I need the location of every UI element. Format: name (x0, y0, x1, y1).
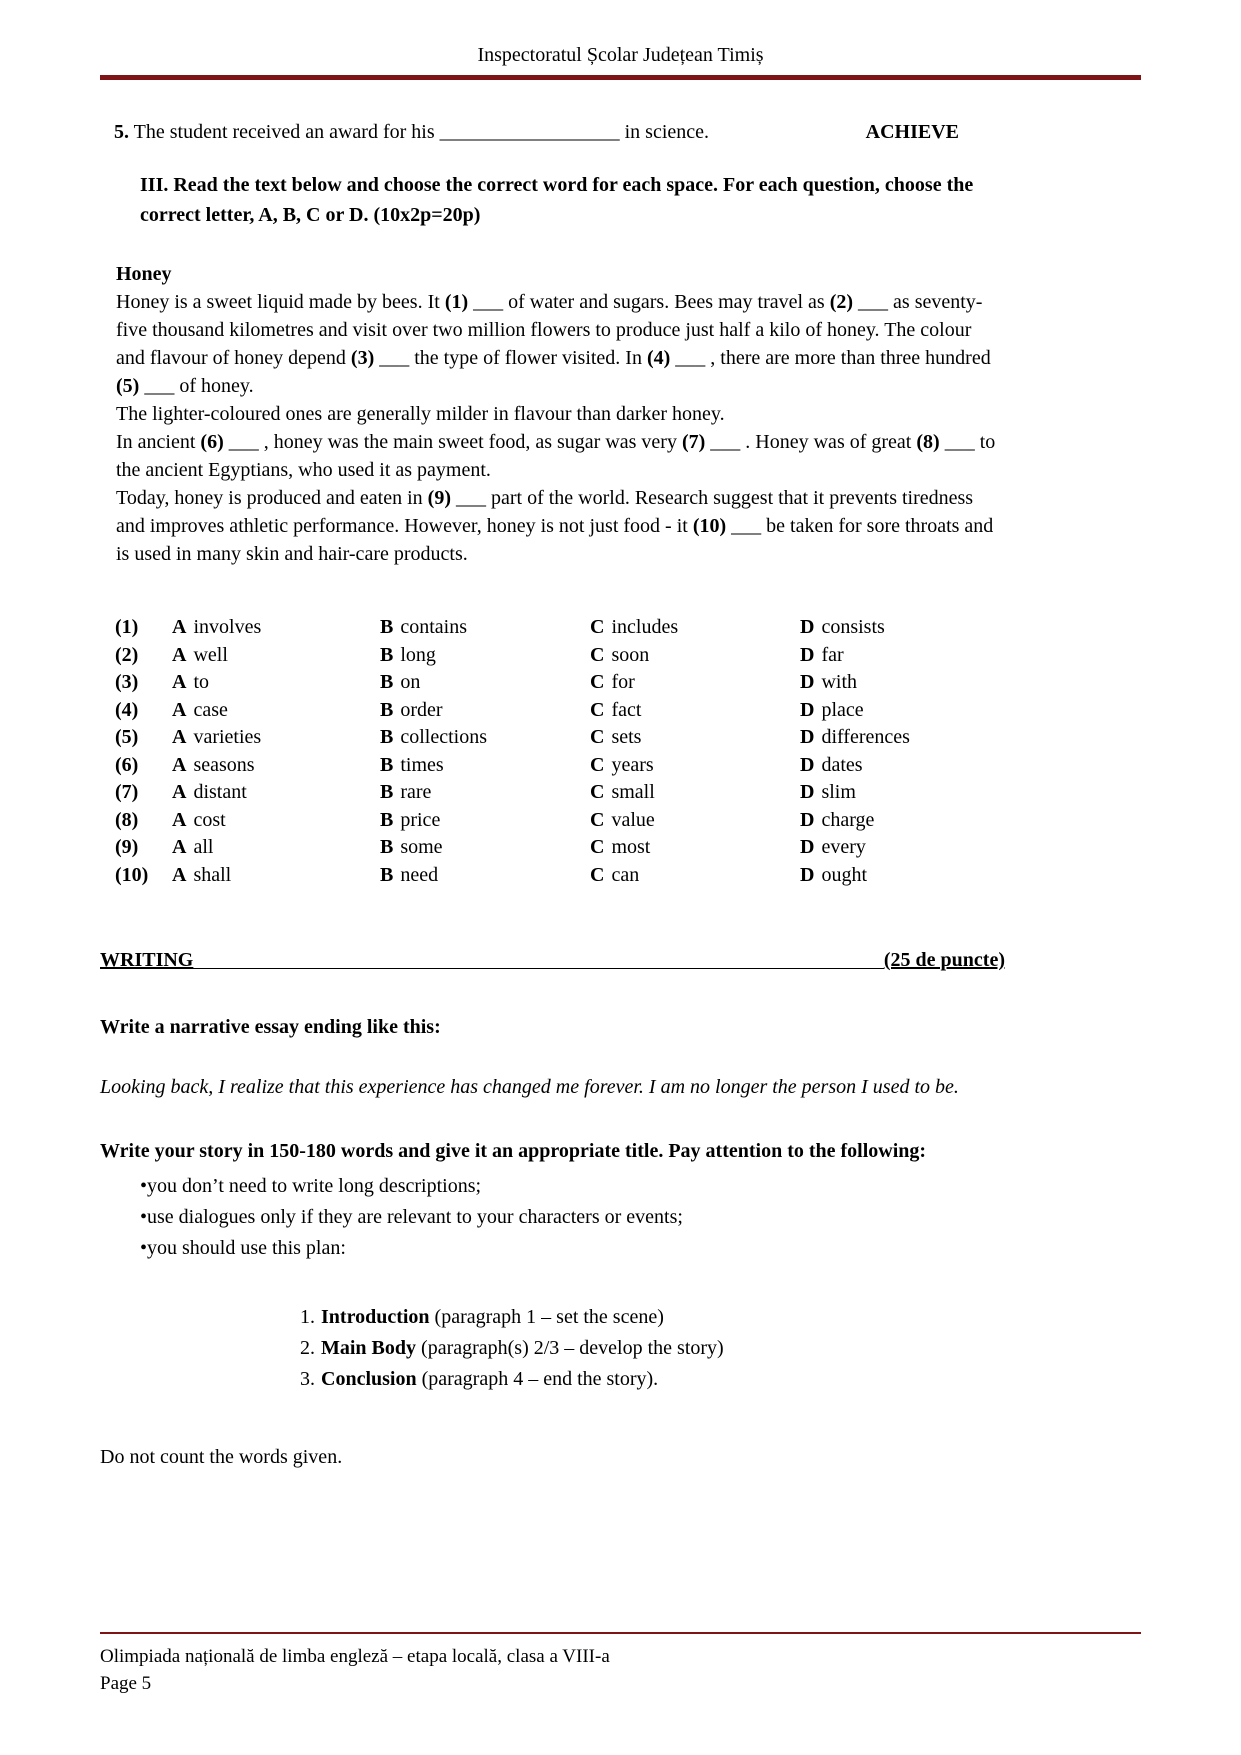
option-word-a: shall (193, 863, 232, 886)
text-segment: (2) (829, 291, 854, 313)
option-word-d: consists (821, 616, 885, 638)
option-number: (10) (115, 863, 149, 886)
text-segment: (9) (427, 487, 451, 509)
options-table (100, 614, 1005, 889)
question-5 (100, 118, 1005, 146)
option-c (590, 862, 800, 890)
option-word-c: sets (611, 726, 642, 748)
option-row (100, 834, 1005, 862)
option-row (100, 779, 1005, 807)
option-b (380, 779, 590, 807)
option-d (800, 752, 1005, 780)
option-number: (4) (115, 698, 139, 721)
honey-text (100, 288, 1005, 568)
text-segment: (8) (916, 431, 940, 453)
option-letter-c: C (590, 781, 605, 803)
option-word-b: rare (400, 781, 432, 803)
option-word-c: includes (611, 616, 679, 638)
plan-description: (paragraph 1 – set the scene) (429, 1306, 664, 1328)
option-c (590, 614, 800, 642)
option-c (590, 642, 800, 670)
option-word-a: all (193, 836, 214, 858)
option-number: (1) (115, 616, 139, 638)
option-number: (3) (115, 671, 139, 693)
page-header (0, 0, 1241, 67)
option-letter-c: C (590, 671, 605, 693)
option-word-b: long (400, 643, 436, 666)
plan-title: Introduction (321, 1306, 430, 1328)
option-row (100, 669, 1005, 697)
text-segment: The lighter-coloured ones are generally milder in flavour than darker honey. (116, 403, 725, 425)
option-letter-c: C (590, 616, 605, 638)
option-word-d: ought (821, 863, 868, 886)
option-letter-a: A (172, 836, 187, 858)
text-segment: ___ as seventy-five thousand kilometres and visit over two million flowers to produce just half a kilo of honey. The colour and flavour of honey depend (116, 291, 983, 369)
option-letter-d: D (800, 836, 815, 858)
option-letter-d: D (800, 698, 815, 721)
option-word-a: well (193, 643, 228, 666)
option-row (100, 724, 1005, 752)
option-letter-d: D (800, 781, 815, 803)
option-letter-c: C (590, 753, 605, 776)
footer-title: Olimpiada națională de limba engleză – etapa locală, clasa a VIII-a (100, 1646, 610, 1667)
option-word-d: far (821, 643, 844, 666)
option-d (800, 807, 1005, 835)
option-a (172, 834, 380, 862)
option-d (800, 614, 1005, 642)
option-word-c: soon (611, 643, 650, 666)
writing-rule (193, 967, 884, 969)
option-d (800, 862, 1005, 890)
option-c (590, 807, 800, 835)
option-letter-b: B (380, 616, 394, 638)
honey-paragraph-1 (116, 288, 1005, 400)
plan-description: (paragraph(s) 2/3 – develop the story) (416, 1337, 724, 1359)
option-word-b: some (400, 836, 443, 858)
text-segment: in science. (619, 121, 710, 143)
plan-title: Conclusion (321, 1368, 417, 1390)
option-letter-b: B (380, 836, 394, 858)
option-word-a: distant (193, 781, 247, 803)
story-instructions: Write your story in 150-180 words and give it an appropriate title. Pay attention to the following: (100, 1140, 927, 1162)
option-letter-d: D (800, 726, 815, 748)
option-word-d: place (821, 698, 864, 721)
bullet-item (140, 1171, 1005, 1202)
option-letter-a: A (172, 781, 187, 803)
option-word-d: slim (821, 781, 856, 803)
option-word-c: small (611, 781, 655, 803)
option-b (380, 834, 590, 862)
option-letter-a: A (172, 643, 187, 666)
plan-number: 3. (300, 1368, 315, 1390)
option-word-a: cost (193, 808, 226, 831)
option-word-b: need (400, 863, 439, 886)
plan-description: (paragraph 4 – end the story). (416, 1368, 659, 1390)
option-letter-a: A (172, 863, 187, 886)
option-letter-a: A (172, 671, 187, 693)
option-letter-d: D (800, 753, 815, 776)
option-d (800, 697, 1005, 725)
option-letter-c: C (590, 643, 605, 666)
option-row (100, 697, 1005, 725)
bullet-text: you should use this plan: (147, 1237, 346, 1259)
plan-item (300, 1302, 1005, 1333)
option-word-d: charge (821, 808, 875, 831)
text-segment: ___ be taken for sore throats and is used in many skin and hair-care products. (116, 515, 994, 565)
text-segment: (4) (646, 347, 671, 369)
honey-paragraph-4 (116, 484, 1005, 568)
option-word-c: can (611, 863, 640, 886)
page-footer (100, 1632, 1141, 1697)
plan-title: Main Body (321, 1337, 417, 1359)
text-segment: ___ , honey was the main sweet food, as sugar was very (223, 431, 682, 453)
essay-quote: Looking back, I realize that this experience has changed me forever. I am no longer the person I used to be. (100, 1076, 959, 1098)
option-letter-b: B (380, 698, 394, 721)
option-letter-a: A (172, 616, 187, 638)
option-row (100, 642, 1005, 670)
option-letter-b: B (380, 726, 394, 748)
option-letter-b: B (380, 643, 394, 666)
text-segment: ___ part of the world. Research suggest that it prevents tiredness and improves athletic performance. However, honey is not just food - it (116, 487, 974, 537)
honey-paragraph-2 (116, 400, 1005, 428)
option-letter-a: A (172, 726, 187, 748)
option-d (800, 724, 1005, 752)
option-word-b: on (400, 671, 421, 693)
text-segment: In ancient (116, 431, 201, 453)
text-segment: ___ of honey. (139, 375, 254, 397)
question-5-text (114, 118, 709, 146)
bullet-item (140, 1202, 1005, 1233)
option-d (800, 642, 1005, 670)
essay-prompt: Write a narrative essay ending like this: (100, 1016, 441, 1038)
option-c (590, 834, 800, 862)
option-b (380, 669, 590, 697)
option-a (172, 642, 380, 670)
option-letter-b: B (380, 753, 394, 776)
option-b (380, 807, 590, 835)
text-segment: ___ of water and sugars. Bees may travel as (468, 291, 830, 313)
option-letter-b: B (380, 808, 394, 831)
option-a (172, 669, 380, 697)
text-segment: (5) (116, 375, 140, 397)
option-letter-d: D (800, 808, 815, 831)
option-letter-a: A (172, 808, 187, 831)
plan-number: 2. (300, 1337, 315, 1359)
option-letter-d: D (800, 671, 815, 693)
text-segment: (6) (200, 431, 224, 453)
text-segment: (10) (692, 515, 727, 537)
option-letter-c: C (590, 863, 605, 886)
text-segment: Today, honey is produced and eaten in (116, 487, 428, 509)
option-word-a: seasons (193, 753, 255, 776)
option-a (172, 807, 380, 835)
option-word-a: case (193, 698, 228, 721)
option-b (380, 752, 590, 780)
option-word-c: fact (611, 698, 642, 721)
option-letter-a: A (172, 698, 187, 721)
option-number: (5) (115, 726, 139, 748)
option-a (172, 724, 380, 752)
option-word-d: every (821, 836, 866, 858)
option-number: (9) (115, 836, 139, 858)
option-word-b: contains (400, 616, 467, 638)
option-a (172, 779, 380, 807)
option-word-c: most (611, 836, 651, 858)
bullet-list (140, 1171, 1005, 1264)
footer-page-number: Page 5 (100, 1673, 152, 1694)
option-letter-c: C (590, 836, 605, 858)
option-letter-b: B (380, 781, 394, 803)
text-segment: ___ . Honey was of great (705, 431, 917, 453)
word-count-note: Do not count the words given. (100, 1446, 343, 1468)
option-letter-b: B (380, 863, 394, 886)
honey-heading: Honey (116, 263, 172, 285)
option-a (172, 697, 380, 725)
option-letter-a: A (172, 753, 187, 776)
option-number: (6) (115, 753, 139, 776)
section-3-instructions: III. Read the text below and choose the correct word for each space. For each question, choose the correct letter, A, B, C or D. (10x2p=20p) (140, 174, 974, 226)
text-segment: Honey is a sweet liquid made by bees. It (116, 291, 445, 313)
text-segment: (1) (444, 291, 469, 313)
option-word-a: involves (193, 616, 262, 638)
option-b (380, 862, 590, 890)
option-row (100, 862, 1005, 890)
writing-heading: WRITING (100, 949, 194, 971)
option-word-a: varieties (193, 726, 262, 748)
option-word-d: with (821, 671, 858, 693)
option-c (590, 724, 800, 752)
option-number: (2) (115, 643, 139, 666)
bullet-item (140, 1233, 1005, 1264)
option-letter-c: C (590, 808, 605, 831)
bullet-text: you don’t need to write long descriptions; (147, 1175, 482, 1197)
option-word-c: for (611, 671, 635, 693)
plan-item (300, 1333, 1005, 1364)
plan-number: 1. (300, 1306, 315, 1328)
option-word-d: dates (821, 753, 863, 776)
option-letter-d: D (800, 643, 815, 666)
text-segment: The student received an award for his (129, 121, 440, 143)
writing-points: (25 de puncte) (883, 949, 1005, 971)
option-a (172, 862, 380, 890)
page-content (100, 118, 1005, 1471)
option-a (172, 614, 380, 642)
question-5-keyword: ACHIEVE (865, 121, 959, 143)
option-d (800, 669, 1005, 697)
option-b (380, 614, 590, 642)
option-b (380, 642, 590, 670)
option-d (800, 834, 1005, 862)
option-word-c: value (611, 808, 655, 831)
text-segment: (7) (681, 431, 706, 453)
plan-list (300, 1302, 1005, 1395)
option-row (100, 752, 1005, 780)
honey-paragraph-3 (116, 428, 1005, 484)
option-word-d: differences (821, 726, 910, 748)
text-segment: ___ to the ancient Egyptians, who used it as payment. (116, 431, 996, 481)
option-b (380, 697, 590, 725)
text-segment: (3) (350, 347, 375, 369)
option-letter-d: D (800, 863, 815, 886)
writing-section-header (100, 947, 1005, 973)
option-row (100, 807, 1005, 835)
option-word-b: price (400, 808, 441, 831)
option-c (590, 669, 800, 697)
option-word-a: to (193, 671, 210, 693)
text-segment: ___ the type of flower visited. In (374, 347, 647, 369)
option-number: (8) (115, 808, 139, 831)
text-segment: __________________ (439, 121, 620, 143)
option-a (172, 752, 380, 780)
option-row (100, 614, 1005, 642)
option-word-b: collections (400, 726, 487, 748)
text-segment: ___ , there are more than three hundred (670, 347, 991, 369)
option-c (590, 697, 800, 725)
text-segment: 5. (114, 121, 129, 143)
option-letter-c: C (590, 726, 605, 748)
option-letter-b: B (380, 671, 394, 693)
option-word-b: times (400, 753, 444, 776)
bullet-text: use dialogues only if they are relevant to your characters or events; (147, 1206, 683, 1228)
option-letter-c: C (590, 698, 605, 721)
header-title: Inspectoratul Școlar Județean Timiș (477, 44, 764, 66)
option-c (590, 779, 800, 807)
option-word-b: order (400, 698, 443, 721)
header-rule (100, 75, 1141, 80)
option-word-c: years (611, 753, 654, 776)
option-number: (7) (115, 781, 139, 803)
option-letter-d: D (800, 616, 815, 638)
option-c (590, 752, 800, 780)
option-b (380, 724, 590, 752)
option-d (800, 779, 1005, 807)
plan-item (300, 1364, 1005, 1395)
